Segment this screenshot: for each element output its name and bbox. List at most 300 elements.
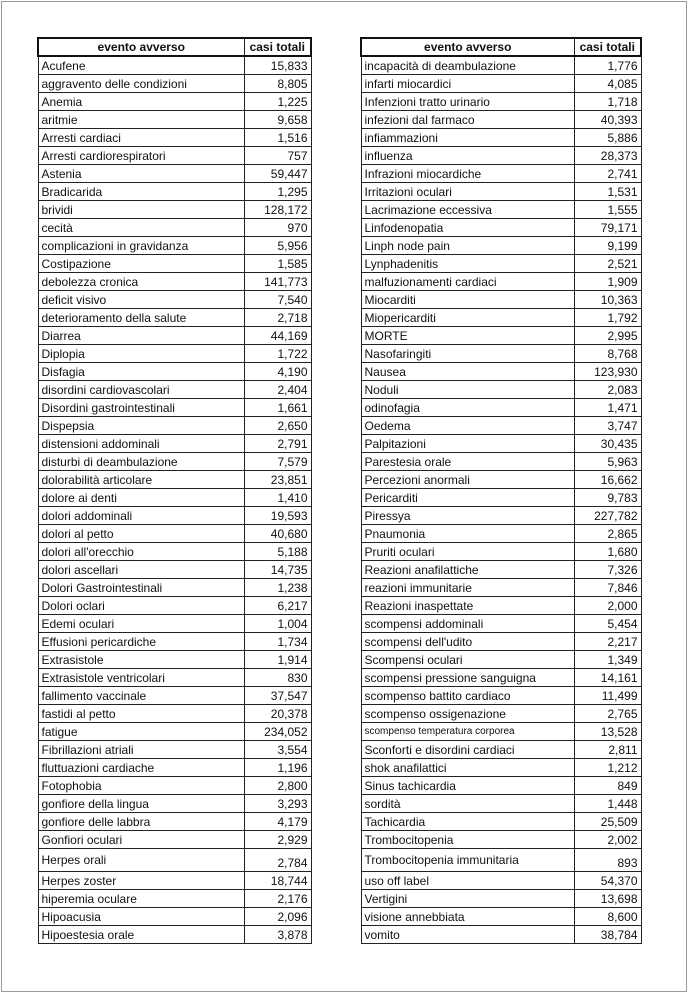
table-row: [361, 615, 641, 633]
table-row: [361, 489, 641, 507]
table-row: [38, 579, 311, 597]
event-name-cell: Diarrea: [38, 327, 244, 345]
total-cases-cell: 1,004: [244, 615, 311, 633]
table-row: [361, 399, 641, 417]
table-row: [361, 741, 641, 759]
table-row: [38, 849, 311, 872]
total-cases-cell: 5,188: [244, 543, 311, 561]
total-cases-cell: 5,886: [574, 129, 641, 147]
total-cases-cell: 11,499: [574, 687, 641, 705]
total-cases-cell: 3,747: [574, 417, 641, 435]
total-cases-cell: 13,698: [574, 890, 641, 908]
total-cases-cell: 1,776: [574, 56, 641, 75]
total-cases-cell: 970: [244, 219, 311, 237]
total-cases-cell: 1,531: [574, 183, 641, 201]
table-row: [38, 147, 311, 165]
table-row: [361, 872, 641, 890]
event-name-cell: complicazioni in gravidanza: [38, 237, 244, 255]
table-row: [38, 723, 311, 741]
table-row: [361, 813, 641, 831]
event-name-cell: brividi: [38, 201, 244, 219]
table-row: [361, 147, 641, 165]
event-name-cell: sordità: [361, 795, 574, 813]
total-cases-cell: 1,448: [574, 795, 641, 813]
event-name-cell: Disfagia: [38, 363, 244, 381]
event-name-cell: deficit visivo: [38, 291, 244, 309]
event-name-cell: disturbi di deambulazione: [38, 453, 244, 471]
event-name-cell: Scompensi oculari: [361, 651, 574, 669]
total-cases-cell: 79,171: [574, 219, 641, 237]
total-cases-cell: 2,000: [574, 597, 641, 615]
table-row: [38, 777, 311, 795]
table-row: [361, 165, 641, 183]
table-row: [361, 525, 641, 543]
table-row: [361, 75, 641, 93]
event-name-cell: Oedema: [361, 417, 574, 435]
total-cases-cell: 1,661: [244, 399, 311, 417]
event-name-cell: Palpitazioni: [361, 435, 574, 453]
event-name-cell: aritmie: [38, 111, 244, 129]
event-name-cell: dolorabilità articolare: [38, 471, 244, 489]
event-name-cell: deterioramento della salute: [38, 309, 244, 327]
event-name-cell: Sconforti e disordini cardiaci: [361, 741, 574, 759]
total-cases-cell: 2,718: [244, 309, 311, 327]
total-cases-cell: 20,378: [244, 705, 311, 723]
event-name-cell: Linfodenopatia: [361, 219, 574, 237]
total-cases-cell: 9,199: [574, 237, 641, 255]
event-name-cell: Extrasistole: [38, 651, 244, 669]
total-cases-cell: 3,878: [244, 926, 311, 944]
total-cases-cell: 9,783: [574, 489, 641, 507]
event-name-cell: MORTE: [361, 327, 574, 345]
event-name-cell: scompenso battito cardiaco: [361, 687, 574, 705]
total-cases-cell: 5,454: [574, 615, 641, 633]
event-name-cell: uso off label: [361, 872, 574, 890]
total-cases-cell: 7,846: [574, 579, 641, 597]
table-row: [361, 687, 641, 705]
total-cases-cell: 2,995: [574, 327, 641, 345]
table-row: [361, 93, 641, 111]
table-row: [38, 543, 311, 561]
event-name-cell: scompenso temperatura corporea: [361, 723, 574, 741]
total-cases-cell: 1,792: [574, 309, 641, 327]
table-row: [38, 741, 311, 759]
total-cases-cell: 1,471: [574, 399, 641, 417]
event-name-cell: Dolori Gastrointestinali: [38, 579, 244, 597]
table-row: [38, 237, 311, 255]
total-cases-cell: 1,680: [574, 543, 641, 561]
table-row: [361, 543, 641, 561]
event-name-cell: Gonfiori oculari: [38, 831, 244, 849]
table-row: [361, 417, 641, 435]
table-row: [361, 507, 641, 525]
total-cases-cell: 30,435: [574, 435, 641, 453]
total-cases-cell: 13,528: [574, 723, 641, 741]
total-cases-cell: 128,172: [244, 201, 311, 219]
event-name-cell: scompensi dell'udito: [361, 633, 574, 651]
table-row: [38, 183, 311, 201]
total-cases-cell: 2,217: [574, 633, 641, 651]
event-name-cell: Percezioni anormali: [361, 471, 574, 489]
event-name-cell: fluttuazioni cardiache: [38, 759, 244, 777]
total-cases-cell: 141,773: [244, 273, 311, 291]
table-row: [361, 777, 641, 795]
event-name-cell: Miocarditi: [361, 291, 574, 309]
event-name-cell: aggravento delle condizioni: [38, 75, 244, 93]
event-name-cell: vomito: [361, 926, 574, 944]
event-name-cell: Piressya: [361, 507, 574, 525]
table-row: [361, 381, 641, 399]
event-name-cell: Astenia: [38, 165, 244, 183]
event-name-cell: dolore ai denti: [38, 489, 244, 507]
event-name-cell: Dolori oclari: [38, 597, 244, 615]
event-name-cell: cecità: [38, 219, 244, 237]
event-name-cell: Irritazioni oculari: [361, 183, 574, 201]
total-cases-cell: 2,811: [574, 741, 641, 759]
table-row: [38, 273, 311, 291]
table-row: [38, 111, 311, 129]
table-row: [361, 561, 641, 579]
event-name-cell: Noduli: [361, 381, 574, 399]
table-row: [38, 381, 311, 399]
event-name-cell: Hipoacusia: [38, 908, 244, 926]
event-name-cell: Lacrimazione eccessiva: [361, 201, 574, 219]
event-name-cell: Edemi oculari: [38, 615, 244, 633]
total-cases-cell: 234,052: [244, 723, 311, 741]
table-row: [361, 345, 641, 363]
event-name-cell: Herpes orali: [38, 849, 244, 872]
table-row: [38, 908, 311, 926]
total-cases-cell: 1,909: [574, 273, 641, 291]
event-name-cell: Diplopia: [38, 345, 244, 363]
total-cases-cell: 3,554: [244, 741, 311, 759]
event-name-cell: Bradicarida: [38, 183, 244, 201]
table-row: [38, 669, 311, 687]
table-row: [361, 759, 641, 777]
event-name-cell: reazioni immunitarie: [361, 579, 574, 597]
event-name-cell: distensioni addominali: [38, 435, 244, 453]
table-row: [38, 291, 311, 309]
total-cases-cell: 1,349: [574, 651, 641, 669]
total-cases-cell: 2,002: [574, 831, 641, 849]
table-row: [38, 525, 311, 543]
event-name-cell: influenza: [361, 147, 574, 165]
event-name-cell: Arresti cardiorespiratori: [38, 147, 244, 165]
table-row: [361, 471, 641, 489]
table-row: [361, 890, 641, 908]
event-name-cell: Infenzioni tratto urinario: [361, 93, 574, 111]
total-cases-cell: 1,295: [244, 183, 311, 201]
total-cases-cell: 2,784: [244, 849, 311, 872]
total-cases-cell: 18,744: [244, 872, 311, 890]
table-row: [361, 255, 641, 273]
event-name-cell: Sinus tachicardia: [361, 777, 574, 795]
total-cases-cell: 9,658: [244, 111, 311, 129]
total-cases-cell: 1,914: [244, 651, 311, 669]
table-row: [361, 183, 641, 201]
table-row: [38, 633, 311, 651]
table-row: [361, 219, 641, 237]
table-row: [361, 795, 641, 813]
event-name-cell: scompenso ossigenazione: [361, 705, 574, 723]
table-row: [361, 669, 641, 687]
column-header-cases: casi totali: [574, 38, 641, 56]
total-cases-cell: 4,190: [244, 363, 311, 381]
total-cases-cell: 2,650: [244, 417, 311, 435]
total-cases-cell: 14,161: [574, 669, 641, 687]
event-name-cell: gonfiore delle labbra: [38, 813, 244, 831]
total-cases-cell: 2,521: [574, 255, 641, 273]
total-cases-cell: 2,800: [244, 777, 311, 795]
total-cases-cell: 1,516: [244, 129, 311, 147]
event-name-cell: debolezza cronica: [38, 273, 244, 291]
event-name-cell: Hipoestesia orale: [38, 926, 244, 944]
table-row: [38, 471, 311, 489]
event-name-cell: scompensi pressione sanguigna: [361, 669, 574, 687]
total-cases-cell: 3,293: [244, 795, 311, 813]
table-row: [38, 597, 311, 615]
table-row: [38, 201, 311, 219]
table-header-row: [38, 38, 311, 56]
table-row: [361, 435, 641, 453]
table-row: [38, 615, 311, 633]
total-cases-cell: 1,212: [574, 759, 641, 777]
event-name-cell: dolori ascellari: [38, 561, 244, 579]
table-header-row: [361, 38, 641, 56]
total-cases-cell: 830: [244, 669, 311, 687]
table-row: [38, 489, 311, 507]
total-cases-cell: 19,593: [244, 507, 311, 525]
total-cases-cell: 23,851: [244, 471, 311, 489]
event-name-cell: Pnaumonia: [361, 525, 574, 543]
event-name-cell: gonfiore della lingua: [38, 795, 244, 813]
event-name-cell: Miopericarditi: [361, 309, 574, 327]
event-name-cell: Lynphadenitis: [361, 255, 574, 273]
total-cases-cell: 59,447: [244, 165, 311, 183]
total-cases-cell: 1,555: [574, 201, 641, 219]
total-cases-cell: 2,404: [244, 381, 311, 399]
total-cases-cell: 40,680: [244, 525, 311, 543]
total-cases-cell: 227,782: [574, 507, 641, 525]
event-name-cell: Nausea: [361, 363, 574, 381]
table-row: [38, 687, 311, 705]
total-cases-cell: 1,722: [244, 345, 311, 363]
event-name-cell: visione annebbiata: [361, 908, 574, 926]
table-row: [38, 561, 311, 579]
event-name-cell: dolori al petto: [38, 525, 244, 543]
table-row: [361, 327, 641, 345]
table-row: [361, 831, 641, 849]
event-name-cell: Vertigini: [361, 890, 574, 908]
event-name-cell: Tachicardia: [361, 813, 574, 831]
table-row: [38, 345, 311, 363]
event-name-cell: Infrazioni miocardiche: [361, 165, 574, 183]
event-name-cell: malfuzionamenti cardiaci: [361, 273, 574, 291]
total-cases-cell: 6,217: [244, 597, 311, 615]
adverse-events-table-right: [360, 37, 642, 944]
table-row: [38, 926, 311, 944]
event-name-cell: shok anafilattici: [361, 759, 574, 777]
total-cases-cell: 2,791: [244, 435, 311, 453]
total-cases-cell: 2,865: [574, 525, 641, 543]
event-name-cell: Fotophobia: [38, 777, 244, 795]
event-name-cell: Trombocitopenia immunitaria: [361, 849, 574, 872]
column-header-event: evento avverso: [38, 38, 244, 56]
event-name-cell: Acufene: [38, 56, 244, 75]
table-row: [38, 93, 311, 111]
table-row: [361, 291, 641, 309]
table-row: [361, 908, 641, 926]
event-name-cell: Anemia: [38, 93, 244, 111]
table-row: [361, 705, 641, 723]
total-cases-cell: 15,833: [244, 56, 311, 75]
table-row: [361, 237, 641, 255]
total-cases-cell: 38,784: [574, 926, 641, 944]
total-cases-cell: 2,083: [574, 381, 641, 399]
total-cases-cell: 893: [574, 849, 641, 872]
table-row: [361, 633, 641, 651]
total-cases-cell: 849: [574, 777, 641, 795]
total-cases-cell: 123,930: [574, 363, 641, 381]
event-name-cell: Effusioni pericardiche: [38, 633, 244, 651]
total-cases-cell: 1,238: [244, 579, 311, 597]
total-cases-cell: 10,363: [574, 291, 641, 309]
event-name-cell: Arresti cardiaci: [38, 129, 244, 147]
event-name-cell: infiammazioni: [361, 129, 574, 147]
table-row: [361, 723, 641, 741]
total-cases-cell: 1,585: [244, 255, 311, 273]
event-name-cell: Reazioni inaspettate: [361, 597, 574, 615]
total-cases-cell: 8,805: [244, 75, 311, 93]
table-row: [38, 417, 311, 435]
event-name-cell: infezioni dal farmaco: [361, 111, 574, 129]
table-row: [361, 849, 641, 872]
table-row: [38, 75, 311, 93]
event-name-cell: Linph node pain: [361, 237, 574, 255]
column-header-cases: casi totali: [244, 38, 311, 56]
total-cases-cell: 2,096: [244, 908, 311, 926]
column-header-event: evento avverso: [361, 38, 574, 56]
event-name-cell: odinofagia: [361, 399, 574, 417]
table-body: [361, 56, 641, 944]
total-cases-cell: 37,547: [244, 687, 311, 705]
total-cases-cell: 28,373: [574, 147, 641, 165]
table-row: [38, 399, 311, 417]
total-cases-cell: 54,370: [574, 872, 641, 890]
table-row: [38, 507, 311, 525]
table-row: [361, 453, 641, 471]
table-row: [361, 309, 641, 327]
event-name-cell: hiperemia oculare: [38, 890, 244, 908]
event-name-cell: Reazioni anafilattiche: [361, 561, 574, 579]
total-cases-cell: 7,540: [244, 291, 311, 309]
total-cases-cell: 2,176: [244, 890, 311, 908]
table-row: [38, 129, 311, 147]
total-cases-cell: 40,393: [574, 111, 641, 129]
total-cases-cell: 5,963: [574, 453, 641, 471]
table-row: [38, 56, 311, 75]
event-name-cell: disordini cardiovascolari: [38, 381, 244, 399]
total-cases-cell: 1,225: [244, 93, 311, 111]
table-row: [361, 363, 641, 381]
event-name-cell: Fibrillazioni atriali: [38, 741, 244, 759]
event-name-cell: fatigue: [38, 723, 244, 741]
event-name-cell: Pericarditi: [361, 489, 574, 507]
table-row: [361, 111, 641, 129]
total-cases-cell: 7,326: [574, 561, 641, 579]
total-cases-cell: 4,179: [244, 813, 311, 831]
total-cases-cell: 2,929: [244, 831, 311, 849]
event-name-cell: scompensi addominali: [361, 615, 574, 633]
table-row: [361, 273, 641, 291]
total-cases-cell: 1,734: [244, 633, 311, 651]
table-body: [38, 56, 311, 944]
event-name-cell: Disordini gastrointestinali: [38, 399, 244, 417]
total-cases-cell: 1,718: [574, 93, 641, 111]
table-row: [38, 651, 311, 669]
event-name-cell: Parestesia orale: [361, 453, 574, 471]
table-row: [361, 579, 641, 597]
total-cases-cell: 757: [244, 147, 311, 165]
table-row: [38, 255, 311, 273]
table-row: [38, 165, 311, 183]
event-name-cell: incapacità di deambulazione: [361, 56, 574, 75]
total-cases-cell: 8,600: [574, 908, 641, 926]
table-row: [38, 363, 311, 381]
total-cases-cell: 1,196: [244, 759, 311, 777]
event-name-cell: Trombocitopenia: [361, 831, 574, 849]
table-row: [38, 327, 311, 345]
total-cases-cell: 14,735: [244, 561, 311, 579]
adverse-events-table-left: [37, 37, 312, 944]
event-name-cell: Nasofaringiti: [361, 345, 574, 363]
table-row: [38, 795, 311, 813]
table-row: [361, 926, 641, 944]
event-name-cell: Dispepsia: [38, 417, 244, 435]
table-row: [38, 759, 311, 777]
event-name-cell: fastidi al petto: [38, 705, 244, 723]
event-name-cell: Costipazione: [38, 255, 244, 273]
table-row: [38, 813, 311, 831]
table-row: [361, 201, 641, 219]
total-cases-cell: 8,768: [574, 345, 641, 363]
event-name-cell: Herpes zoster: [38, 872, 244, 890]
table-row: [38, 890, 311, 908]
table-row: [38, 872, 311, 890]
table-row: [361, 56, 641, 75]
event-name-cell: Extrasistole ventricolari: [38, 669, 244, 687]
event-name-cell: Pruriti oculari: [361, 543, 574, 561]
total-cases-cell: 7,579: [244, 453, 311, 471]
total-cases-cell: 1,410: [244, 489, 311, 507]
event-name-cell: infarti miocardici: [361, 75, 574, 93]
table-row: [361, 597, 641, 615]
total-cases-cell: 44,169: [244, 327, 311, 345]
total-cases-cell: 5,956: [244, 237, 311, 255]
table-row: [361, 651, 641, 669]
table-row: [38, 435, 311, 453]
table-row: [38, 831, 311, 849]
total-cases-cell: 2,741: [574, 165, 641, 183]
table-row: [361, 129, 641, 147]
total-cases-cell: 16,662: [574, 471, 641, 489]
total-cases-cell: 4,085: [574, 75, 641, 93]
total-cases-cell: 25,509: [574, 813, 641, 831]
event-name-cell: dolori addominali: [38, 507, 244, 525]
total-cases-cell: 2,765: [574, 705, 641, 723]
event-name-cell: fallimento vaccinale: [38, 687, 244, 705]
table-row: [38, 453, 311, 471]
